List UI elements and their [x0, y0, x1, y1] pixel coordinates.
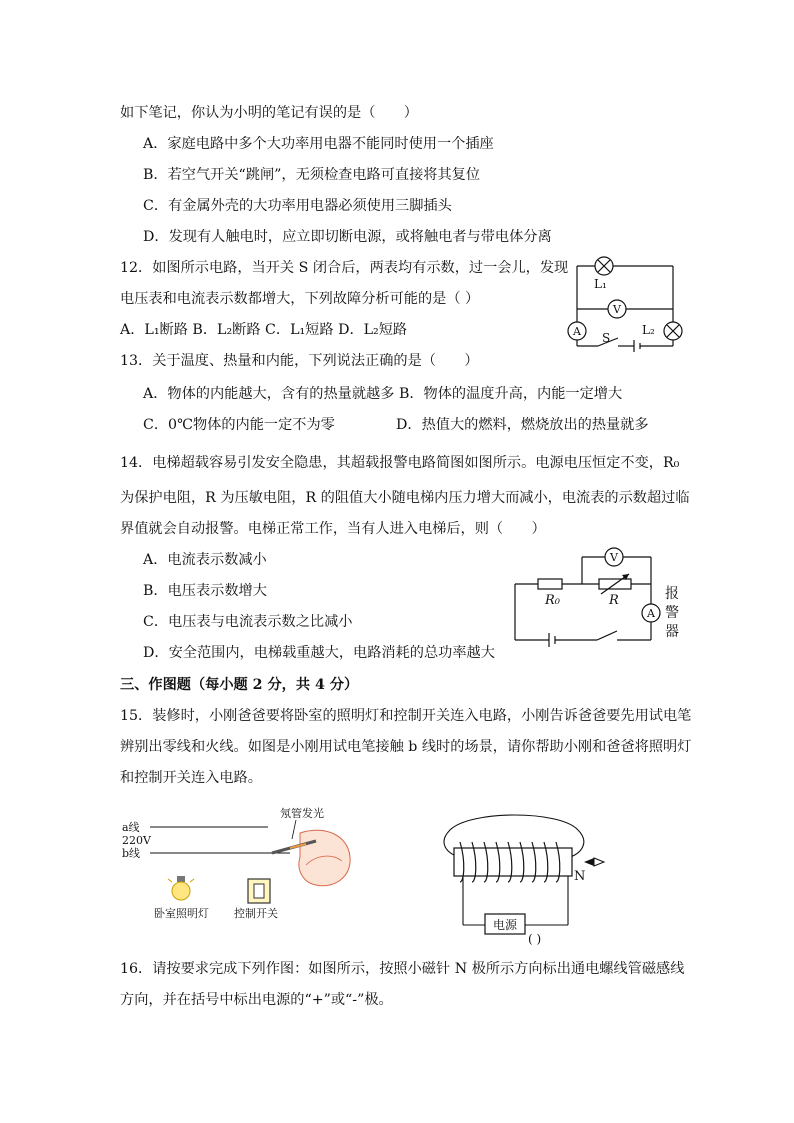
label-neon-glow: 氖管发光: [280, 807, 324, 820]
alarm-label-3: 器: [665, 624, 679, 640]
label-power-source: 电源: [492, 918, 518, 932]
ammeter-label: A: [573, 325, 581, 338]
q14-option-d: D．安全范围内，电梯载重越大，电路消耗的总功率越大: [143, 645, 495, 661]
label-220v: 220V: [122, 834, 151, 847]
label-n-pole: N: [574, 869, 586, 884]
label-l2: L₂: [642, 323, 655, 337]
q12-options: A．L₁断路 B．L₂断路 C．L₁短路 D．L₂短路: [120, 322, 408, 338]
q13-option-d: D．热值大的燃料，燃烧放出的热量就多: [396, 417, 649, 433]
q11-option-b: B．若空气开关“跳闸”，无须检查电路可直接将其复位: [143, 167, 481, 183]
section-title: 三、作图题（每小题 2 分，共 4 分）: [120, 677, 359, 693]
label-r0: R₀: [545, 593, 560, 608]
label-bedroom-lamp: 卧室照明灯: [154, 907, 209, 920]
label-switch-s: S: [602, 331, 611, 345]
q11-option-d: D．发现有人触电时，应立即切断电源，或将触电者与带电体分离: [143, 229, 552, 245]
alarm-label-1: 报: [665, 586, 679, 602]
q13-options-ab: A．物体的内能越大，含有的热量就越多 B．物体的温度升高，内能一定增大: [143, 386, 623, 402]
q14-option-a: A．电流表示数减小: [143, 552, 267, 568]
varistor-r-icon: [599, 574, 631, 594]
ammeter-label: A: [647, 607, 655, 620]
bulb-icon: [168, 876, 194, 900]
q16-stem-line2: 方向，并在括号中标出电源的“+”或“-”极。: [120, 992, 393, 1008]
q14-option-c: C．电压表与电流表示数之比减小: [143, 614, 353, 630]
q11-option-c: C．有金属外壳的大功率用电器必须使用三脚插头: [143, 198, 452, 214]
test-pen-hand-icon: [272, 830, 350, 886]
q13-stem: 13．关于温度、热量和内能，下列说法正确的是（ ）: [120, 353, 479, 369]
q12-stem-line2: 电压表和电流表示数都增大，下列故障分析可能的是（ ）: [120, 291, 480, 307]
lamp-l1-icon: [595, 257, 613, 275]
compass-needle-icon: [584, 858, 604, 866]
switch-icon: [248, 879, 270, 903]
q13-option-c: C．0℃物体的内能一定不为零: [143, 417, 335, 433]
q16-stem-line1: 16．请按要求完成下列作图：如图所示，按照小磁针 N 极所示方向标出通电螺线管磁感线: [120, 961, 685, 977]
label-r: R: [609, 593, 619, 608]
label-bracket: ( ): [528, 932, 542, 946]
label-l1: L₁: [594, 277, 607, 291]
q14-stem-line1: 14．电梯超载容易引发安全隐患，其超载报警电路简图如图所示。电源电压恒定不变，R₀: [120, 455, 680, 471]
q12-stem-line1: 12．如图所示电路，当开关 S 闭合后，两表均有示数，过一会儿，发现: [120, 260, 569, 276]
label-b-line: b线: [122, 847, 141, 860]
q11-option-a: A．家庭电路中多个大功率用电器不能同时使用一个插座: [143, 136, 494, 152]
q14-alarm-circuit-figure: [505, 540, 685, 650]
q15-wiring-figure: [120, 805, 360, 925]
lamp-l2-icon: [664, 322, 682, 340]
q15-stem-line1: 15．装修时，小刚爸爸要将卧室的照明灯和控制开关连入电路，小刚告诉爸爸要先用试电笔: [120, 708, 692, 724]
q16-solenoid-figure: [430, 808, 630, 946]
q14-stem-line3: 界值就会自动报警。电梯正常工作，当有人进入电梯后，则（ ）: [120, 521, 546, 537]
q15-stem-line3: 和控制开关连入电路。: [120, 770, 262, 786]
q12-circuit-figure: [560, 252, 690, 362]
voltmeter-label: V: [613, 303, 621, 316]
label-control-switch: 控制开关: [234, 907, 278, 920]
resistor-r0-icon: [538, 579, 562, 589]
q11-stem: 如下笔记，你认为小明的笔记有误的是（ ）: [120, 105, 418, 121]
label-a-line: a线: [122, 821, 140, 834]
q15-stem-line2: 辨别出零线和火线。如图是小刚用试电笔接触 b 线时的场景，请你帮助小刚和爸爸将照明灯: [120, 739, 692, 755]
q14-option-b: B．电压表示数增大: [143, 583, 267, 599]
q14-stem-line2: 为保护电阻，R 为压敏电阻，R 的阻值大小随电梯内压力增大而减小，电流表的示数超过临: [120, 490, 690, 506]
alarm-label-2: 警: [665, 605, 679, 621]
voltmeter-label: V: [610, 551, 618, 564]
